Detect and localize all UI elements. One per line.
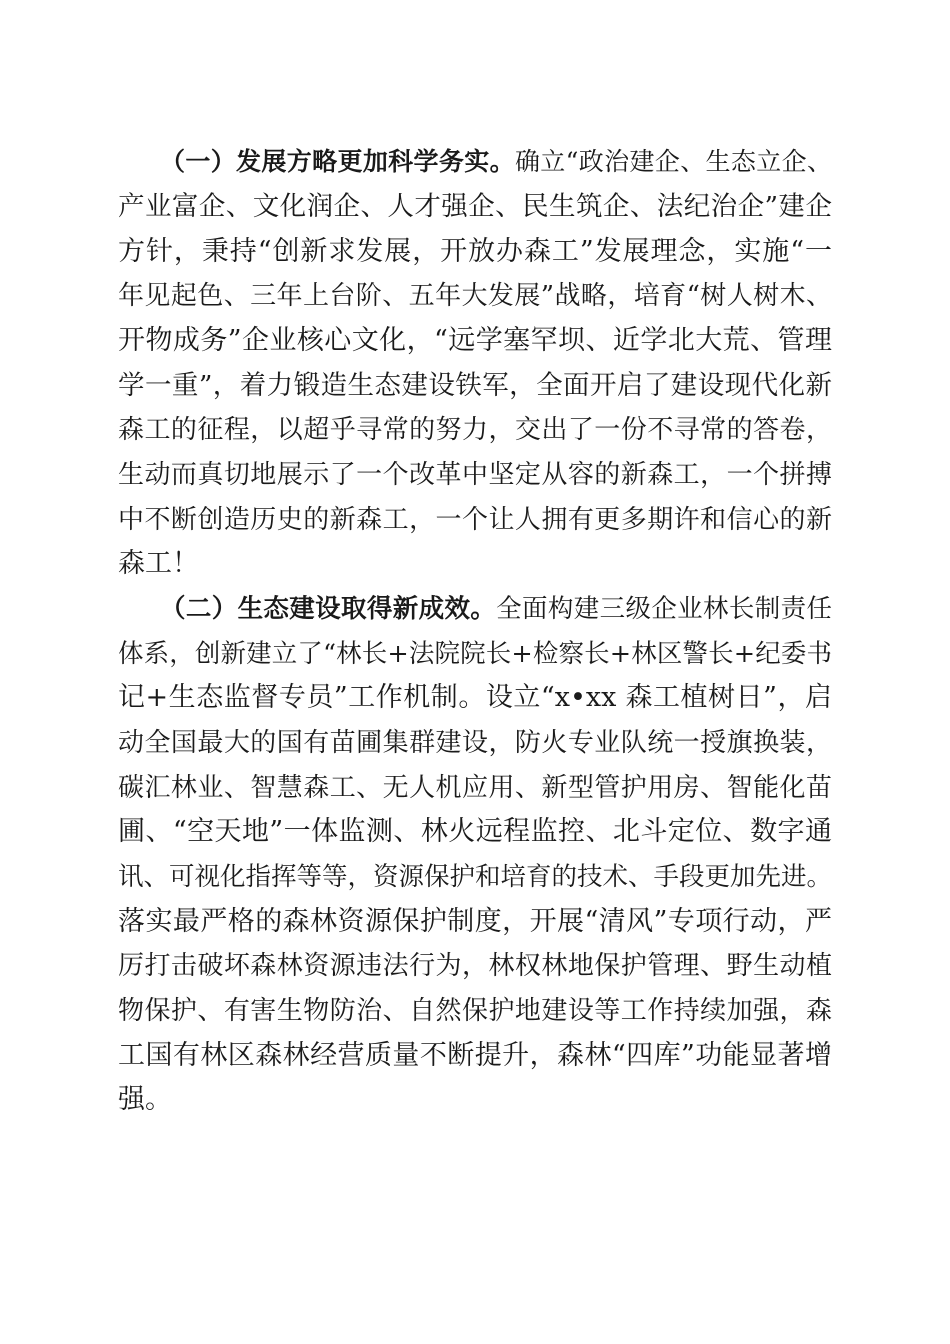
section-heading-2: （二）生态建设取得新成效。 <box>160 594 497 624</box>
paragraph-2-line-7: 讯、可视化指挥等等，资源保护和培育的技术、手段更加先进。 <box>118 862 833 892</box>
paragraph-2-line-2: 体系，创新建立了“林长+法院院长+检察长+林区警长+纪委书 <box>118 639 832 669</box>
paragraph-2-line-1 <box>160 587 832 631</box>
paragraph-1-line-5: 开物成务”企业核心文化，“远学塞罕坝、近学北大荒、管理 <box>118 325 832 356</box>
paragraph-1-line-1 <box>160 140 832 184</box>
paragraph-1-line-9: 中不断创造历史的新森工，一个让人拥有更多期许和信心的新 <box>118 505 832 535</box>
paragraph-2-line-9: 厉打击破坏森林资源违法行为，林权林地保护管理、野生动植 <box>118 951 832 981</box>
paragraph-1-line-10: 森工！ <box>118 548 199 579</box>
paragraph-2-line-12: 强。 <box>118 1084 172 1115</box>
paragraph-text: 确立“政治建企、生态立企、 <box>514 147 832 176</box>
paragraph-1-line-2: 产业富企、文化润企、人才强企、民生筑企、法纪治企”建企 <box>118 191 832 222</box>
paragraph-1-line-7: 森工的征程，以超乎寻常的努力，交出了一份不寻常的答卷， <box>118 415 832 445</box>
section-heading-1: （一）发展方略更加科学务实。 <box>160 147 515 176</box>
paragraph-text: 全面构建三级企业林长制责任 <box>496 594 832 624</box>
paragraph-2-line-5: 碳汇林业、智慧森工、无人机应用、新型管护用房、智能化苗 <box>118 773 832 803</box>
paragraph-2-line-6: 圃、“空天地”一体监测、林火远程监控、北斗定位、数字通 <box>118 816 832 847</box>
paragraph-1-line-4: 年见起色、三年上台阶、五年大发展”战略，培育“树人树木、 <box>118 281 832 311</box>
paragraph-2-line-8: 落实最严格的森林资源保护制度，开展“清风”专项行动，严 <box>118 906 832 937</box>
paragraph-1-line-3: 方针，秉持“创新求发展，开放办森工”发展理念，实施“一 <box>118 236 832 267</box>
paragraph-2-line-3: 记+生态监督专员”工作机制。设立“x•xx 森工植树日”，启 <box>118 682 832 713</box>
paragraph-2-line-10: 物保护、有害生物防治、自然保护地建设等工作持续加强，森 <box>118 996 832 1026</box>
paragraph-1-line-6: 学一重”，着力锻造生态建设铁军，全面开启了建设现代化新 <box>118 370 832 401</box>
paragraph-2-line-4: 动全国最大的国有苗圃集群建设，防火专业队统一授旗换装， <box>118 728 832 758</box>
paragraph-2-line-11: 工国有林区森林经营质量不断提升，森林“四库”功能显著增 <box>118 1040 832 1071</box>
paragraph-1-line-8: 生动而真切地展示了一个改革中坚定从容的新森工，一个拼搏 <box>118 460 832 490</box>
